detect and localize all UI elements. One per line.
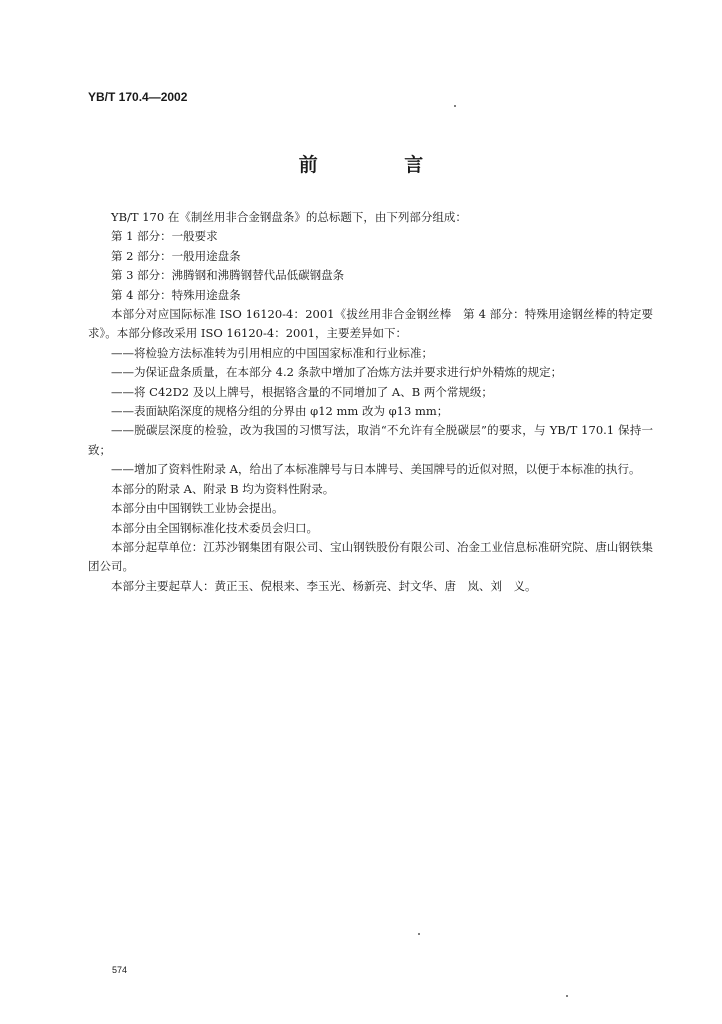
difference-item: ——将检验方法标准转为引用相应的中国国家标准和行业标准； xyxy=(111,345,433,360)
paragraph-administrator: 本部分由全国钢标准化技术委员会归口。 xyxy=(111,520,318,535)
paragraph-annexes: 本部分的附录 A、附录 B 均为资料性附录。 xyxy=(111,481,335,496)
list-item-part-1: 第 1 部分：一般要求 xyxy=(111,229,218,244)
list-item-part-4: 第 4 部分：特殊用途盘条 xyxy=(111,287,241,302)
difference-item: ——表面缺陷深度的规格分组的分界由 φ12 mm 改为 φ13 mm； xyxy=(111,404,449,419)
foreword-body xyxy=(88,208,653,596)
paragraph-intro: YB/T 170 在《制丝用非合金钢盘条》的总标题下，由下列部分组成： xyxy=(111,210,467,224)
scan-speck xyxy=(566,995,568,997)
difference-item: ——脱碳层深度的检验，改为我国的习惯写法，取消“不允许有全脱碳层”的要求，与 YB/T 170.1 保持一致； xyxy=(88,423,653,457)
standard-code: YB/T 170.4—2002 xyxy=(88,90,188,104)
difference-item: ——将 C42D2 及以上牌号，根据铬含量的不同增加了 A、B 两个常规级； xyxy=(111,384,493,399)
page-number: 574 xyxy=(112,965,128,975)
paragraph-proposer: 本部分由中国钢铁工业协会提出。 xyxy=(111,501,284,516)
list-item-part-3: 第 3 部分：沸腾钢和沸腾钢替代品低碳钢盘条 xyxy=(111,268,345,283)
difference-item: ——为保证盘条质量，在本部分 4.2 条款中增加了冶炼方法并要求进行炉外精炼的规定； xyxy=(111,365,563,380)
paragraph-drafters: 本部分主要起草人：黄正玉、倪根来、李玉光、杨新亮、封文华、唐 岚、刘 义。 xyxy=(111,578,537,593)
list-item-part-2: 第 2 部分：一般用途盘条 xyxy=(111,248,241,263)
scan-speck xyxy=(418,933,420,935)
paragraph-drafting-units: 本部分起草单位：江苏沙钢集团有限公司、宝山钢铁股份有限公司、冶金工业信息标准研究院、唐山钢铁集团公司。 xyxy=(88,539,653,574)
scan-speck xyxy=(454,105,456,107)
difference-item: ——增加了资料性附录 A，给出了本标准牌号与日本牌号、美国牌号的近似对照，以便于本标准的执行。 xyxy=(111,462,641,477)
page-title: 前 言 xyxy=(298,154,464,176)
paragraph-iso-correspondence: 本部分对应国际标准 ISO 16120-4：2001《拔丝用非合金钢丝棒 第 4 部分：特殊用途钢丝棒的特定要求》。本部分修改采用 ISO 16120-4：2001，主要差异如下： xyxy=(88,307,653,341)
